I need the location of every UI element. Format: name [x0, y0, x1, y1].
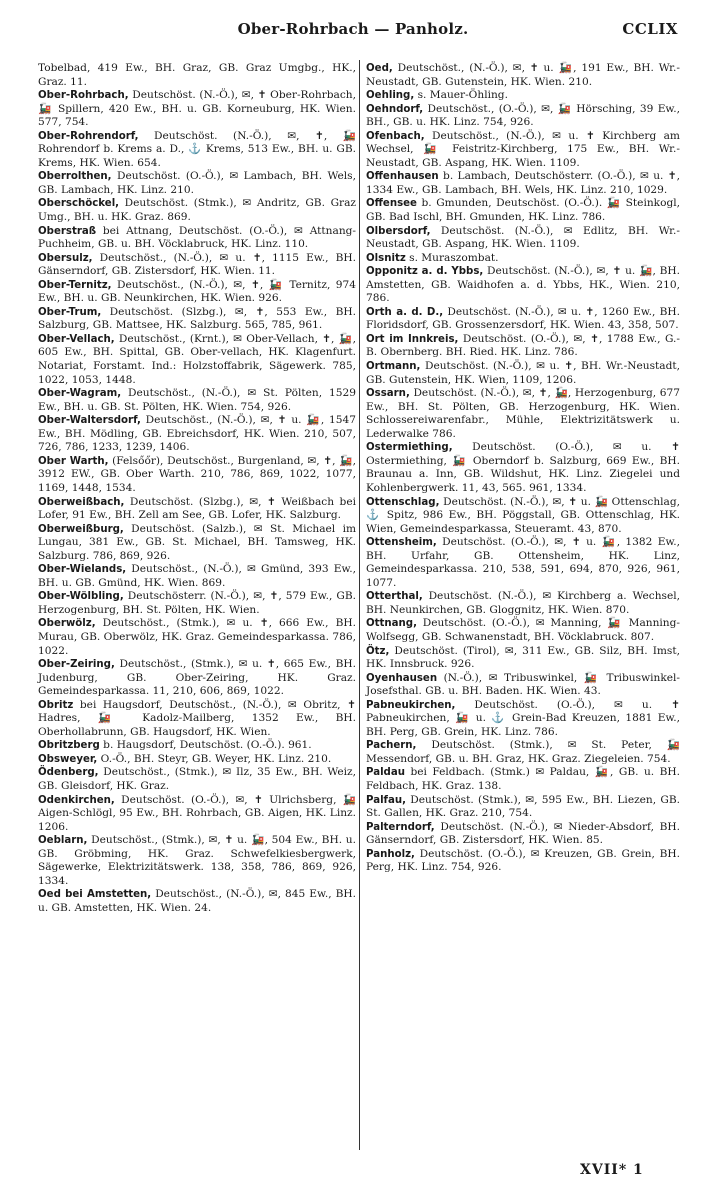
entry-text: Deutschöst., (N.-Ö.), ✉, ✝ u. 🚂, 191 Ew., BH. Wr.-Neustadt, GB. Gutenstein, HK. Wien. 210.: [366, 62, 680, 88]
entry-headword: Ofenbach,: [366, 130, 425, 142]
gazetteer-entry: [38, 699, 356, 740]
entry-headword: Ober Warth,: [38, 455, 109, 467]
gazetteer-entry: [366, 699, 680, 740]
gazetteer-entry: [38, 387, 356, 414]
gazetteer-entry: [38, 170, 356, 197]
entry-headword: Ötz,: [366, 645, 390, 657]
entry-headword: Ort im Innkreis,: [366, 333, 459, 345]
entry-headword: Ödenberg,: [38, 767, 99, 779]
gazetteer-entry: [38, 794, 356, 835]
entry-text: Deutschöst. (O.-Ö.), ✉ Manning, 🚂 Manning-Wolfsegg, GB. Schwanenstadt, BH. Vöcklabruck. 807.: [366, 617, 680, 643]
entry-headword: Ober-Wagram,: [38, 388, 122, 400]
gazetteer-entry: [366, 645, 680, 672]
gazetteer-entry: [366, 441, 680, 495]
gazetteer-entry: [38, 590, 356, 617]
entry-headword: Offensee: [366, 198, 417, 210]
entry-headword: Ober-Wielands,: [38, 564, 127, 576]
gazetteer-entry: [366, 617, 680, 644]
entry-text: Deutschöst. (O.-Ö.), ✉ u. ✝ Ostermiething, 🚂 Oberndorf b. Salzburg, 669 Ew., BH. Braunau a. Inn, GB. Wildshut, HK. Linz. Ziegelei und Kohlenbergwerk. 11, 43, 565. 961, 1334.: [366, 441, 680, 494]
entry-headword: Ober-Rohrendorf,: [38, 130, 139, 142]
gazetteer-entry: [366, 848, 680, 875]
page-number: CCLIX: [622, 20, 678, 38]
entry-text: Deutschöst. (N.-Ö.), ✉, ✝ Ober-Rohrbach, 🚂 Spillern, 420 Ew., BH. u. GB. Korneuburg, HK. Wien. 577, 754.: [38, 89, 356, 129]
gazetteer-entry: [366, 197, 680, 224]
entry-headword: Oberwölz,: [38, 618, 96, 630]
entry-headword: Oehling,: [366, 90, 415, 102]
entry-headword: Opponitz a. d. Ybbs,: [366, 266, 484, 278]
entry-headword: Obersulz,: [38, 252, 93, 264]
entry-headword: Ottnang,: [366, 618, 417, 630]
entry-text: Deutschöst., (Stmk.), ✉ Ilz, 35 Ew., BH. Weiz, GB. Gleisdorf, HK. Graz.: [38, 766, 356, 792]
entry-text: Deutschöst. (O.-Ö.), ✉ Lambach, BH. Wels, GB. Lambach, HK. Linz. 210.: [38, 170, 356, 196]
entry-text: Deutschöst., (N.-Ö.), ✉ u. ✝, 1115 Ew., BH. Gänserndorf, GB. Zistersdorf, HK. Wien. 11.: [38, 251, 356, 278]
gazetteer-entry: [38, 252, 356, 279]
entry-text: Deutschöst., (Stmk.), ✉ u. ✝, 665 Ew., BH. Judenburg, GB. Ober-Zeiring, HK. Graz. Gemeindesparkassa. 11, 210, 606, 869, 1022.: [38, 658, 356, 698]
page-header: [0, 18, 706, 48]
entry-text: s. Muraszombat.: [409, 251, 499, 264]
entry-headword: Oberrolthen,: [38, 171, 112, 183]
entry-text: Deutschöst. (O.-Ö.), ✉ u. ✝ Pabneukirchen, 🚂 u. ⚓ Grein-Bad Kreuzen, 1881 Ew., BH. Perg, GB. Grein, HK. Linz. 786.: [366, 698, 680, 738]
entry-headword: Ottensheim,: [366, 537, 437, 549]
gazetteer-entry: [38, 753, 356, 767]
entry-headword: Offenhausen: [366, 171, 439, 183]
gazetteer-entry: [366, 766, 680, 793]
entry-text: Deutschöst. (Salzb.), ✉ St. Michael im Lungau, 381 Ew., GB. St. Michael, BH. Tamsweg, HK. Salzburg. 786, 869, 926.: [38, 522, 357, 562]
entry-headword: Odenkirchen,: [38, 794, 115, 806]
entry-text: Deutschöst. (O.-Ö.), ✉, ✝ Ulrichsberg, 🚂 Aigen-Schlögl, 95 Ew., BH. Rohrbach, GB. Aigen, HK. Linz. 1206.: [38, 793, 356, 833]
entry-headword: Orth a. d. D.,: [366, 306, 444, 318]
entry-headword: Otterthal,: [366, 591, 423, 603]
entry-headword: Obritzberg: [38, 740, 100, 752]
entry-headword: Obritz: [38, 699, 74, 711]
gazetteer-entry: [366, 387, 680, 441]
entry-headword: Oeblarn,: [38, 835, 88, 847]
entry-headword: Paldau: [366, 767, 405, 779]
gazetteer-entry: [366, 590, 680, 617]
entry-headword: Olsnitz: [366, 252, 406, 264]
entry-text: Deutschöst. (N.-Ö.), ✉ u. ✝, 1260 Ew., BH. Floridsdorf, GB. Grossenzersdorf, HK. Wien. 43, 358, 507.: [366, 305, 680, 332]
gazetteer-entry: [366, 170, 680, 197]
gazetteer-entry: [38, 658, 356, 699]
entry-headword: Ortmann,: [366, 361, 421, 373]
column-divider: [359, 60, 360, 1150]
entry-headword: Ober-Wölbling,: [38, 591, 124, 603]
entry-headword: Oberstraß: [38, 225, 97, 237]
gazetteer-entry: [38, 766, 356, 793]
entry-text: O.-Ö., BH. Steyr, GB. Weyer, HK. Linz. 210.: [100, 752, 332, 765]
entry-headword: Palfau,: [366, 794, 406, 806]
entry-text: Deutschöst. (O.-Ö.), ✉, ✝, 1788 Ew., G.-B. Obernberg. BH. Ried. HK. Linz. 786.: [366, 332, 681, 359]
entry-headword: Pabneukirchen,: [366, 699, 456, 711]
entry-text: Deutschöst. (Slzbg.), ✉, ✝ Weißbach bei Lofer, 91 Ew., BH. Zell am See, GB. Lofer, HK. Salzburg.: [38, 495, 356, 522]
entry-text: Deutschöst., (O.-Ö.), ✉, 🚂 Hörsching, 39 Ew., BH., GB. u. HK. Linz. 754, 926.: [366, 102, 680, 129]
gazetteer-entry: [366, 794, 680, 821]
entry-headword: Palterndorf,: [366, 821, 435, 833]
left-column: [38, 62, 356, 915]
entry-text: b. Haugsdorf, Deutschöst. (O.-Ö.). 961.: [103, 739, 312, 752]
gazetteer-entry: [38, 306, 356, 333]
gazetteer-entry: [38, 225, 356, 252]
entry-text: Deutschöst. (Stmk.), ✉ St. Peter, 🚂 Messendorf, GB. u. BH. Graz, HK. Graz. Ziegeleien. 754.: [366, 739, 680, 765]
signature-mark: XVII* 1: [580, 1162, 644, 1178]
entry-headword: Oberschöckel,: [38, 198, 120, 210]
gazetteer-entry: [366, 265, 680, 306]
gazetteer-entry: [38, 496, 356, 523]
entry-text: Tobelbad, 419 Ew., BH. Graz, GB. Graz Umgbg., HK., Graz. 11.: [38, 62, 356, 88]
entry-headword: Ober-Vellach,: [38, 333, 115, 345]
entry-text: Deutschöst. (Stmk.), ✉ Andritz, GB. Graz Umg., BH. u. HK. Graz. 869.: [38, 197, 356, 224]
entry-text: Deutschöst. (N.-Ö.), ✉, ✝, 🚂, Herzogenburg, 677 Ew., BH. St. Pölten, GB. Herzogenburg, HK. Wien. Schlossereiwarenfabr., Mühle, Elektrizitätswerk u. Lederwalke 786.: [366, 387, 680, 440]
gazetteer-entry: [366, 89, 680, 103]
entry-headword: Ober-Zeiring,: [38, 659, 115, 671]
right-column: [366, 62, 680, 875]
gazetteer-entry: [366, 306, 680, 333]
entry-text: Deutschöst., (Stmk.), ✉ u. ✝, 666 Ew., BH. Murau, GB. Oberwölz, HK. Graz. Gemeindesparkassa. 786, 1022.: [38, 617, 356, 657]
gazetteer-entry: [38, 617, 356, 658]
gazetteer-entry: [366, 103, 680, 130]
entry-text: Deutschöst., (N.-Ö.), ✉, ✝ u. 🚂, 1547 Ew., BH. Mödling, GB. Ebreichsdorf, HK. Wien. 210, 507, 726, 786, 1233, 1239, 1406.: [38, 414, 357, 454]
entry-headword: Ostermiething,: [366, 442, 453, 454]
entry-text: Deutschöst., (N.-Ö.), ✉ Gmünd, 393 Ew., BH. u. GB. Gmünd, HK. Wien. 869.: [38, 563, 356, 589]
entry-headword: Oberweißbach,: [38, 496, 125, 508]
entry-text: bei Feldbach. (Stmk.) ✉ Paldau, 🚂, GB. u. BH. Feldbach, HK. Graz. 138.: [366, 766, 680, 792]
entry-text: Deutschöst. (N.-Ö.), ✉ Edlitz, BH. Wr.-Neustadt, GB. Aspang, HK. Wien. 1109.: [366, 224, 680, 251]
entry-text: b. Gmunden, Deutschöst. (O.-Ö.). 🚂 Steinkogl, GB. Bad Ischl, BH. Gmunden, HK. Linz. 786.: [366, 197, 680, 224]
entry-headword: Olbersdorf,: [366, 225, 431, 237]
entry-text: s. Mauer-Öhling.: [417, 89, 508, 102]
entry-text: Deutschöst. (N.-Ö.), ✉ Nieder-Absdorf, BH. Gänserndorf, GB. Zistersdorf, HK. Wien. 85.: [366, 820, 680, 847]
entry-text: Deutschöst. (N.-Ö.), ✉ Kirchberg a. Wechsel, BH. Neunkirchen, GB. Gloggnitz, HK. Wien. 870.: [366, 590, 680, 616]
gazetteer-entry: [366, 496, 680, 537]
entry-text: Deutschöst. (O.-Ö.), ✉ Kreuzen, GB. Grein, BH. Perg, HK. Linz. 754, 926.: [366, 847, 680, 874]
gazetteer-entry: [366, 821, 680, 848]
gazetteer-entry: [38, 414, 356, 455]
gazetteer-entry: [366, 672, 680, 699]
entry-text: Deutschöst., (N.-Ö.), ✉, ✝, 🚂 Ternitz, 974 Ew., BH. u. GB. Neunkirchen, HK. Wien. 926.: [38, 278, 356, 305]
gazetteer-entry: [38, 89, 356, 130]
entry-text: Deutschöst. (Stmk.), ✉, 595 Ew., BH. Liezen, GB. St. Gallen, HK. Graz. 210, 754.: [366, 793, 680, 820]
entry-headword: Oyenhausen: [366, 672, 438, 684]
gazetteer-entry: [366, 739, 680, 766]
running-title: Ober-Rohrbach — Panholz.: [237, 20, 469, 38]
entry-text: b. Lambach, Deutschösterr. (O.-Ö.), ✉ u. ✝, 1334 Ew., GB. Lambach, BH. Wels, HK. Linz. 210, 1029.: [366, 170, 680, 196]
entry-text: bei Haugsdorf, Deutschöst., (N.-Ö.), ✉ Obritz, ✝ Hadres, 🚂 Kadolz-Mailberg, 1352 Ew., BH. Oberhollabrunn, GB. Haugsdorf, HK. Wien.: [38, 698, 356, 738]
entry-text: Deutschöst. (Slzbg.), ✉, ✝, 553 Ew., BH. Salzburg, GB. Mattsee, HK. Salzburg. 565, 785, 961.: [38, 305, 356, 332]
entry-headword: Ober-Ternitz,: [38, 279, 112, 291]
gazetteer-entry: [38, 834, 356, 888]
gazetteer-entry: [38, 62, 356, 89]
entry-text: (Felsőőr), Deutschöst., Burgenland, ✉, ✝, 🚂, 3912 EW., GB. Ober Warth. 210, 786, 869, 1022, 1077, 1169, 1448, 1534.: [38, 454, 356, 494]
entry-text: Deutschöst., (Stmk.), ✉, ✝ u. 🚂, 504 Ew., BH. u. GB. Gröbming, HK. Graz. Schwefelkiesbergwerk, Sägewerke, Elektrizitätswerk. 138, 358, 786, 869, 926, 1334.: [38, 834, 356, 887]
gazetteer-entry: [38, 523, 356, 564]
gazetteer-entry: [366, 225, 680, 252]
gazetteer-entry: [38, 563, 356, 590]
entry-headword: Obsweyer,: [38, 753, 98, 765]
entry-text: Deutschöst. (N.-Ö.), ✉, ✝ u. 🚂, BH. Amstetten, GB. Waidhofen a. d. Ybbs, HK., Wien. 210, 786.: [366, 265, 680, 305]
entry-text: Deutschöst., (Krnt.), ✉ Ober-Vellach, ✝, 🚂, 605 Ew., BH. Spittal, GB. Ober-vellach, HK. Klagenfurt. Notariat, Forstamt. Ind.: Holzstoffabrik, Sägewerk. 785, 1022, 1053, 1448.: [38, 332, 356, 386]
entry-headword: Ossarn,: [366, 388, 410, 400]
entry-headword: Ober-Trum,: [38, 306, 102, 318]
entry-text: Deutschösterr. (N.-Ö.), ✉, ✝, 579 Ew., GB. Herzogenburg, BH. St. Pölten, HK. Wien.: [38, 590, 356, 616]
entry-headword: Ober-Rohrbach,: [38, 90, 129, 102]
entry-headword: Oberweißburg,: [38, 523, 124, 535]
gazetteer-entry: [38, 197, 356, 224]
gazetteer-entry: [366, 536, 680, 590]
entry-headword: Ottenschlag,: [366, 496, 440, 508]
entry-headword: Ober-Waltersdorf,: [38, 415, 141, 427]
entry-text: Deutschöst., (N.-Ö.), ✉, 845 Ew., BH. u. GB. Amstetten, HK. Wien. 24.: [38, 888, 357, 914]
entry-text: Deutschöst. (N.-Ö.), ✉ u. ✝, BH. Wr.-Neustadt, GB. Gutenstein, HK. Wien, 1109, 1206.: [366, 360, 680, 386]
gazetteer-entry: [366, 130, 680, 171]
gazetteer-entry: [366, 62, 680, 89]
gazetteer-entry: [38, 130, 356, 171]
entry-text: Deutschöst. (Tirol), ✉, 311 Ew., GB. Silz, BH. Imst, HK. Innsbruck. 926.: [366, 644, 680, 671]
gazetteer-entry: [366, 252, 680, 266]
entry-text: (N.-Ö.), ✉ Tribuswinkel, 🚂 Tribuswinkel-Josefsthal. GB. u. BH. Baden. HK. Wien. 43.: [366, 671, 680, 698]
gazetteer-entry: [38, 279, 356, 306]
entry-text: Deutschöst., (N.-Ö.), ✉ u. ✝ Kirchberg am Wechsel, 🚂 Feistritz-Kirchberg, 175 Ew., BH. Wr.-Neustadt, GB. Aspang, HK. Wien. 1109.: [366, 129, 680, 169]
gazetteer-entry: [366, 360, 680, 387]
entry-headword: Pachern,: [366, 740, 417, 752]
gazetteer-entry: [38, 888, 356, 915]
entry-headword: Oed,: [366, 63, 393, 74]
entry-headword: Oed bei Amstetten,: [38, 889, 152, 901]
entry-text: Deutschöst. (O.-Ö.), ✉, ✝ u. 🚂, 1382 Ew., BH. Urfahr, GB. Ottensheim, HK. Linz, Gemeindesparkassa. 210, 538, 591, 694, 870, 926, 961, 1077.: [366, 536, 680, 589]
gazetteer-entry: [366, 333, 680, 360]
gazetteer-entry: [38, 333, 356, 387]
entry-headword: Panholz,: [366, 848, 415, 860]
gazetteer-entry: [38, 455, 356, 496]
entry-text: Deutschöst. (N.-Ö.), ✉, ✝ u. 🚂 Ottenschlag, ⚓ Spitz, 986 Ew., BH. Pöggstall, GB. Ottenschlag, HK. Wien, Gemeindesparkassa, Steueramt. 43, 870.: [366, 495, 680, 535]
entry-text: bei Attnang, Deutschöst. (O.-Ö.), ✉ Attnang-Puchheim, GB. u. BH. Vöcklabruck, HK. Linz. 110.: [38, 224, 357, 251]
gazetteer-entry: [38, 739, 356, 753]
entry-text: Deutschöst. (N.-Ö.), ✉, ✝, 🚂 Rohrendorf b. Krems a. D., ⚓ Krems, 513 Ew., BH. u. GB. Krems, HK. Wien. 654.: [38, 129, 356, 169]
entry-headword: Oehndorf,: [366, 103, 424, 115]
entry-text: Deutschöst., (N.-Ö.), ✉ St. Pölten, 1529 Ew., BH. u. GB. St. Pölten, HK. Wien. 754, 926.: [38, 387, 357, 413]
